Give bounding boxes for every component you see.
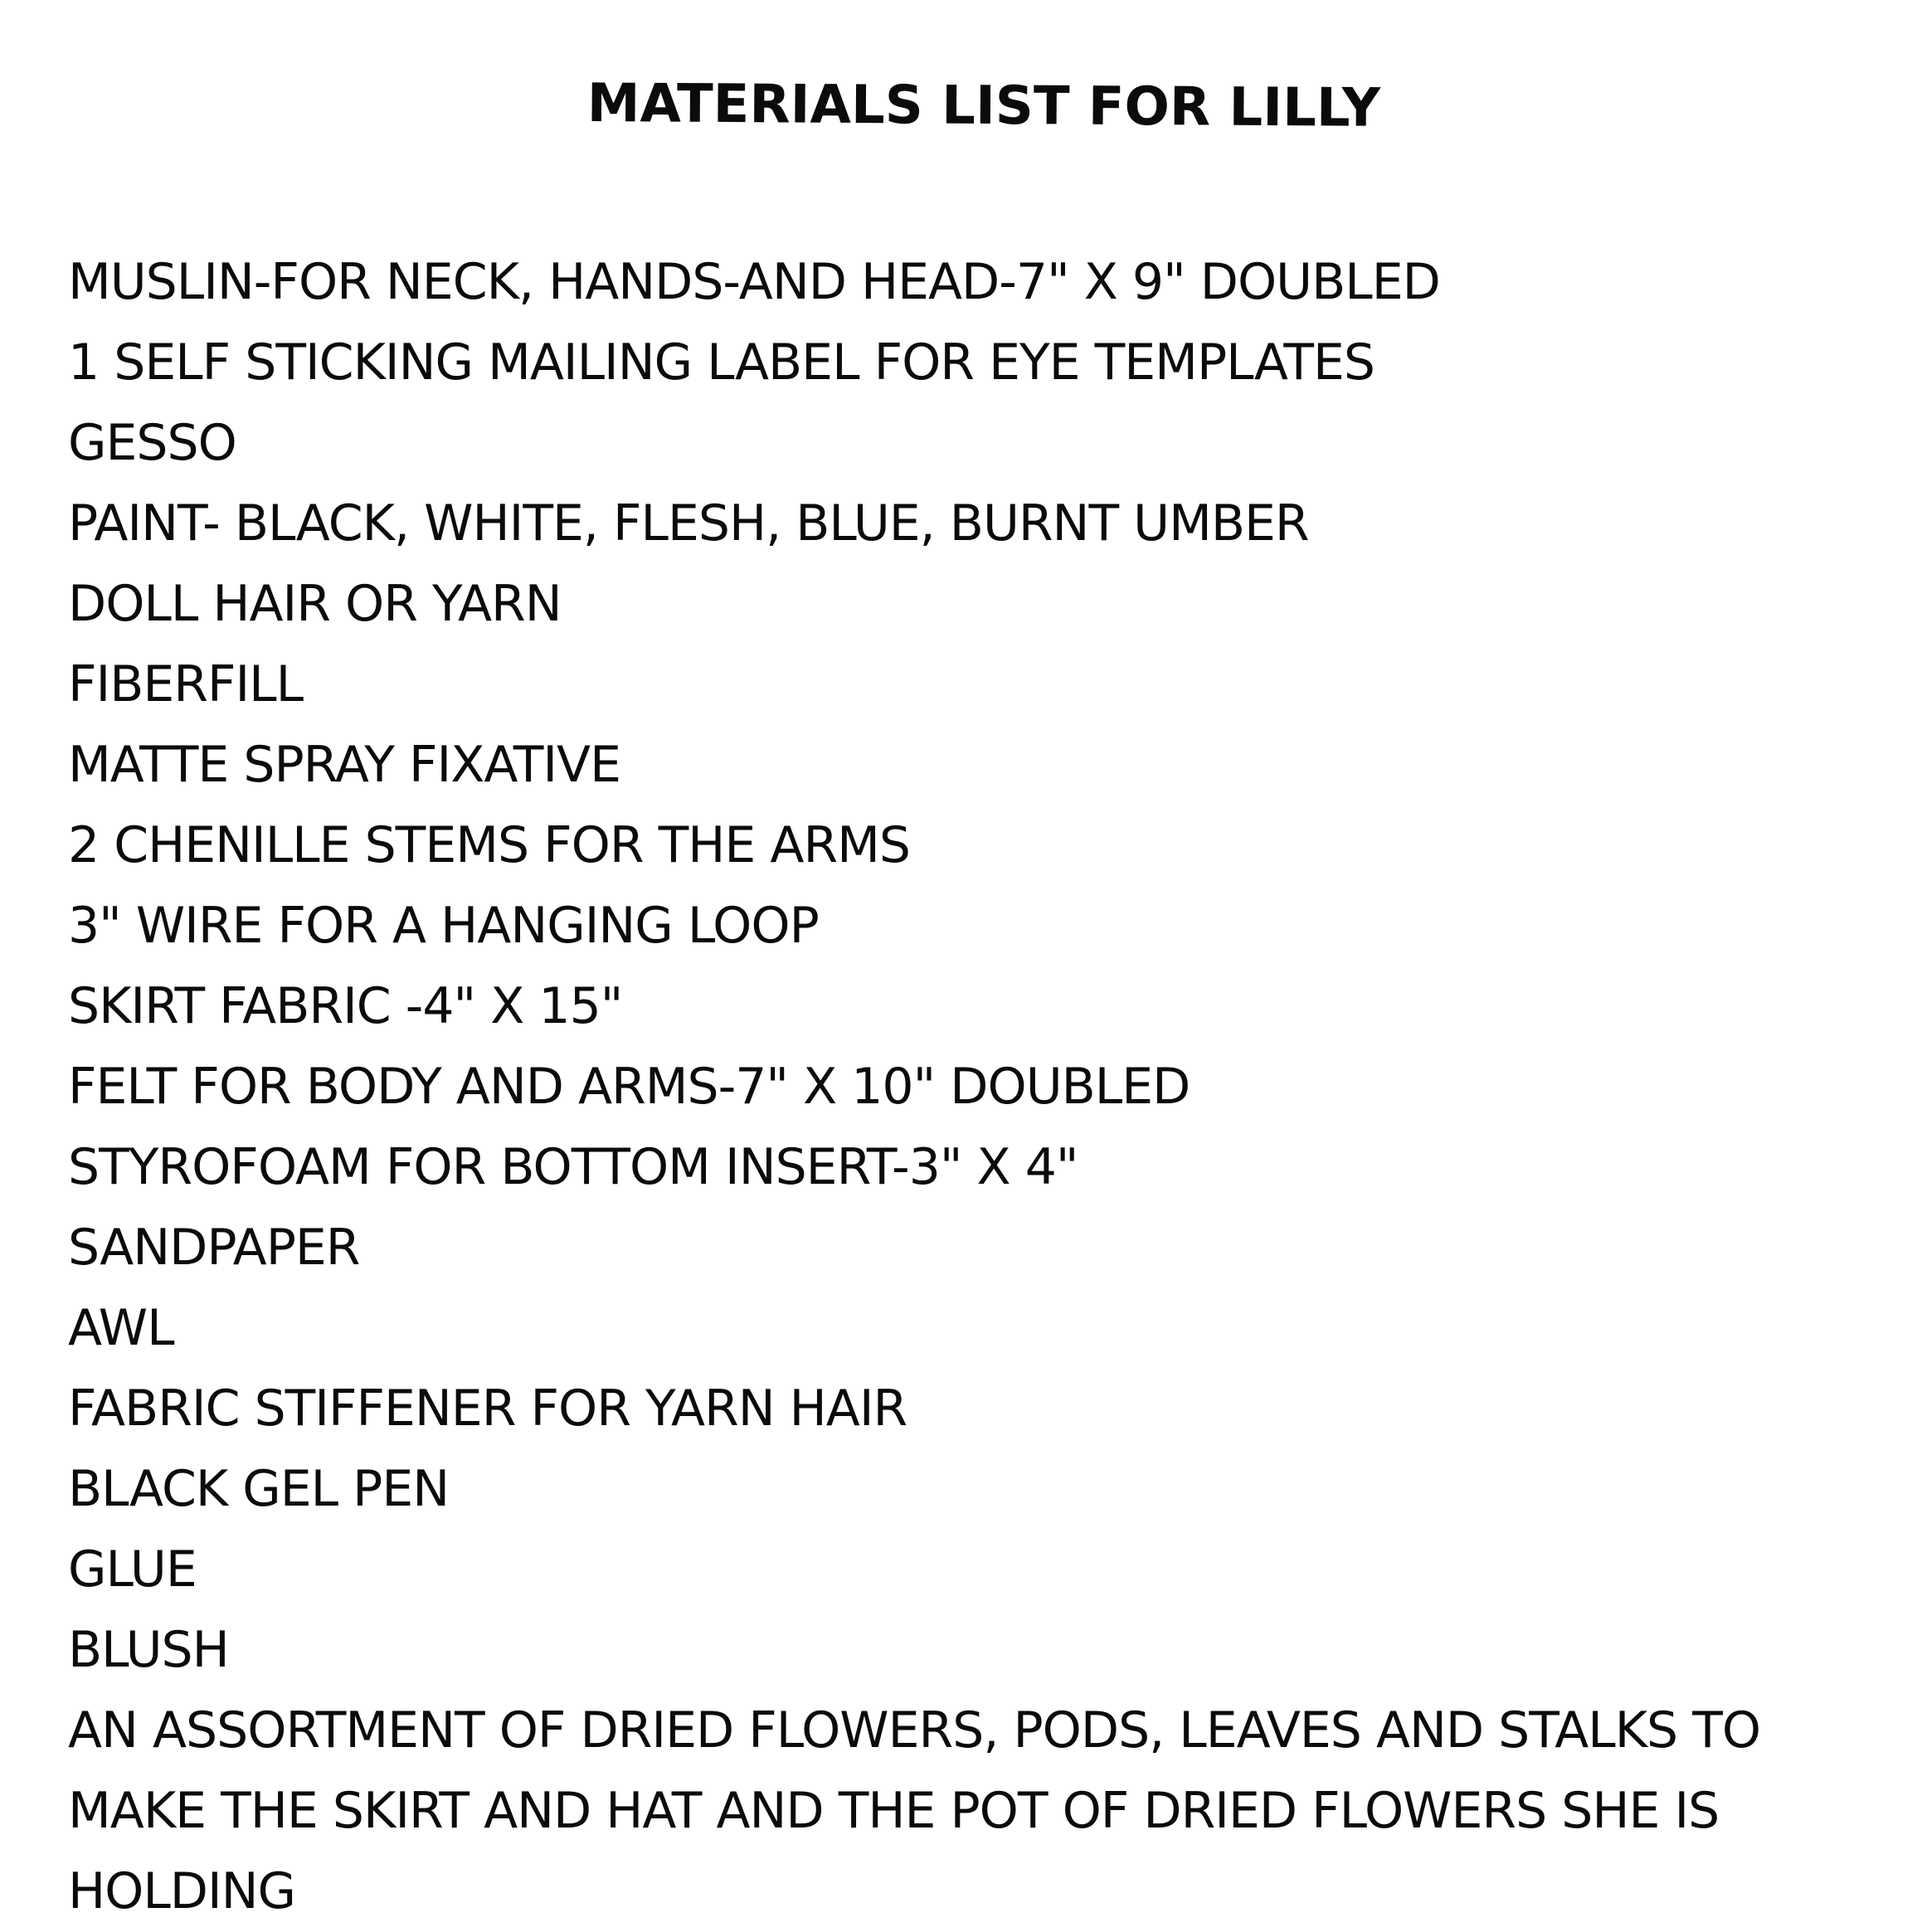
list-item: MATTE SPRAY FIXATIVE <box>68 736 621 794</box>
list-item: AWL <box>68 1299 174 1357</box>
materials-list <box>68 242 1760 1932</box>
list-item: FELT FOR BODY AND ARMS-7" X 10" DOUBLED <box>68 1058 1190 1116</box>
list-item: MUSLIN-FOR NECK, HANDS-AND HEAD-7" X 9" DOUBLED <box>68 253 1440 311</box>
list-item: GESSO <box>68 414 236 472</box>
list-item: PAINT- BLACK, WHITE, FLESH, BLUE, BURNT UMBER <box>68 494 1309 552</box>
list-item: 2 CHENILLE STEMS FOR THE ARMS <box>68 816 910 874</box>
list-item: 3" WIRE FOR A HANGING LOOP <box>68 897 819 955</box>
list-item: SANDPAPER <box>68 1219 360 1277</box>
list-item: 1 SELF STICKING MAILING LABEL FOR EYE TEMPLATES <box>68 333 1374 392</box>
document-title: MATERIALS LIST FOR LILLY <box>586 73 1381 139</box>
list-item: STYROFOAM FOR BOTTOM INSERT-3" X 4" <box>68 1138 1078 1196</box>
list-item: HOLDING <box>68 1862 296 1920</box>
list-item: GLUE <box>68 1540 197 1599</box>
list-item: BLUSH <box>68 1621 229 1679</box>
list-item: AN ASSORTMENT OF DRIED FLOWERS, PODS, LEAVES AND STALKS TO <box>68 1701 1761 1759</box>
list-item: MAKE THE SKIRT AND HAT AND THE POT OF DRIED FLOWERS SHE IS <box>68 1782 1720 1840</box>
list-item: BLACK GEL PEN <box>68 1460 450 1518</box>
list-item: FABRIC STIFFENER FOR YARN HAIR <box>68 1380 907 1438</box>
list-item: DOLL HAIR OR YARN <box>68 575 562 633</box>
list-item: SKIRT FABRIC -4" X 15" <box>68 977 623 1035</box>
list-item: FIBERFILL <box>68 655 304 713</box>
